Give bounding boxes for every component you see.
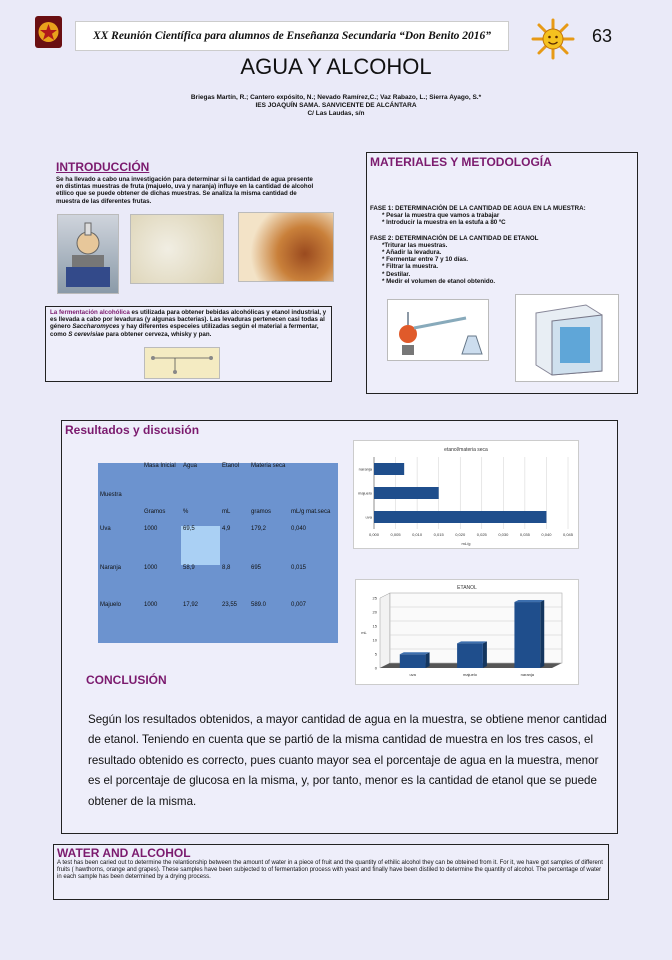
microscope-photo-2 [238, 212, 334, 282]
fermentation-italic-2: S cerevisiae [68, 330, 105, 338]
fermentation-highlight: La fermentación alcohólica [50, 309, 130, 316]
chart2-category-label: naranja [520, 672, 535, 677]
authors-block [0, 94, 672, 118]
results-section [61, 420, 618, 834]
table-unit: mL/g mat.seca [291, 509, 331, 515]
table-cell: 589.0 [251, 602, 267, 608]
chart2-category-label: uva [409, 672, 416, 677]
chart1-tick-label: 0,020 [455, 532, 466, 537]
event-logo [35, 16, 62, 48]
table-cell: Uva [100, 526, 111, 532]
chart1-tick-label: 0,010 [412, 532, 423, 537]
table-header [289, 463, 338, 498]
phase2-step: * Fermentar entre 7 y 10 días. [382, 256, 468, 264]
chart1-category-label: uva [365, 514, 372, 520]
drying-oven-image [515, 294, 619, 382]
table-cell: 1000 [144, 602, 158, 608]
etanol-chart [355, 579, 579, 685]
fermentation-italic-1: Saccharomyces [72, 323, 120, 331]
methods-body [370, 205, 637, 285]
chart1-bar [374, 487, 439, 499]
table-unit [98, 498, 142, 526]
table-cell: 58,9 [183, 565, 195, 571]
chart1-tick-label: 0,005 [390, 532, 401, 537]
intro-text: Se ha llevado a cabo una investigación para determinar si la cantidad de agua presente en distintas muestras de fruta (majuelo, uva y naranja) influye en la cantidad de alcohol etílico que se puede obtener de dichas muestras. Se analiza la misma cantidad de muestra de las diferentes frutas. [56, 176, 314, 205]
chart2-title: ETANOL [457, 585, 477, 591]
fermentation-diagram [144, 347, 220, 379]
chart2-ylabel: mL [361, 630, 367, 635]
fermentation-text-1: es utilizada para obtener bebidas alcohólicas y etanol industrial, y es llevada a cabo por levaduras (y algunas bacterias). Las levaduras pertenecen casi todas al género [50, 309, 327, 331]
page-title: AGUA Y ALCOHOL [240, 54, 432, 79]
chart1-svg [354, 441, 578, 548]
table-row [98, 602, 338, 643]
event-banner: XX Reunión Científica para alumnos de Enseñanza Secundaria “Don Benito 2016” [75, 21, 509, 51]
results-heading: Resultados y discusión [65, 423, 200, 437]
chart1-title: etanol/materia seca [444, 447, 488, 453]
chart1-tick-label: 0,000 [368, 532, 380, 537]
chart2-bar [514, 600, 544, 668]
table-cell: 695 [251, 565, 262, 571]
lab-balance-photo [57, 214, 119, 294]
chart1-tick-label: 0,015 [433, 532, 444, 537]
chart1-tick-label: 0,040 [541, 532, 552, 537]
table-cell: 179,2 [251, 526, 267, 532]
chart2-tick-label: 20 [372, 609, 377, 615]
methods-heading: MATERIALES Y METODOLOGÍA [370, 155, 552, 169]
etanol-materia-seca-chart [353, 440, 579, 549]
phase2-step: * Añadir la levadura. [382, 249, 442, 257]
table-header: Etanol [222, 463, 240, 469]
table-unit: mL [222, 509, 231, 515]
intro-section [56, 160, 318, 205]
table-unit: Gramos [144, 509, 166, 515]
fermentation-text-3: para obtener cerveza, whisky y pan. [104, 330, 212, 338]
phase1-title: FASE 1: DETERMINACIÓN DE LA CANTIDAD DE AGUA EN LA MUESTRA: [370, 205, 586, 212]
microscope-photo-1 [130, 214, 224, 284]
chart1-category-label: naranja [358, 466, 372, 472]
phase2-title: FASE 2: DETERMINACIÓN DE LA CANTIDAD DE ETANOL [370, 234, 539, 242]
table-header: Agua [183, 463, 198, 469]
chart1-tick-label: 0,045 [562, 532, 574, 537]
fermentation-text-2: y hay diferentes especeies utilizadas según el material a fermentar, como [50, 323, 319, 338]
chart1-bar [374, 511, 546, 523]
chart1-bar [374, 463, 404, 475]
conclusion-text: Según los resultados obtenidos, a mayor cantidad de agua en la muestra, se obtiene menor cantidad de etanol. Teniendo en cuenta que se partió de la misma cantidad de muestra en los tres casos, el resultado obtenido es correcto, pues cuanto mayor sea el porcentaje de agua en la muestra, menor es el porcentaje de glucosa en la misma, y, por tanto, menor es la cantidad de etanol que se puede obtener de la misma. [88, 713, 607, 808]
chart1-tick-label: 0,030 [498, 532, 509, 537]
table-cell-highlight: 69,5 [181, 526, 220, 565]
table-row [98, 565, 338, 602]
table-header: Muestra [100, 492, 122, 498]
abstract-text: A test has been caried out to determine the relantionship between the amount of water in a piece of fruit and the quantity of ethilic alcohol they can be obteined from it. For it, we have got samples of different fruits ( hawthorns, orange and grapes). These samples have been subjected to of fermentation process with yeast and finally have been distiled to determine the quantity of alcohol. The percentage of water in each sample has been determined by a drying process. [57, 860, 603, 880]
chart1-category-label: majuelo [357, 490, 372, 496]
table-cell: Naranja [100, 565, 122, 571]
table-header: Masa Inicial [144, 463, 176, 469]
chart2-bar [457, 641, 487, 668]
chart2-category-label: majuelo [462, 672, 478, 677]
fermentation-box [45, 306, 332, 382]
phase2-step: * Filtrar la muestra. [382, 263, 439, 271]
phase2-step: * Medir el volumen de etanol obtenido. [382, 277, 496, 285]
chart2-tick-label: 5 [374, 651, 377, 657]
abstract-heading: WATER AND ALCOHOL [57, 846, 191, 860]
table-cell: 1000 [144, 565, 158, 571]
intro-heading: INTRODUCCIÓN [56, 160, 150, 174]
abstract-section [53, 844, 609, 900]
table-cell: 0,007 [291, 602, 307, 608]
chart1-tick-label: 0,025 [476, 532, 487, 537]
chart1-tick-label: 0,035 [519, 532, 530, 537]
address: C/ Las Laudas, s/n [307, 110, 365, 117]
table-row [98, 526, 338, 565]
table-cell: Majuelo [100, 602, 122, 608]
table-unit: gramos [251, 509, 272, 515]
authors: Briegas Martín, R.; Cantero expósito, N.; Nevado Ramírez,C.; Vaz Rabazo, L.; Sierra Ayago, S.* [190, 94, 482, 101]
table-cell: 8,8 [222, 565, 231, 571]
table-cell: 0,040 [291, 526, 307, 532]
chart2-svg [356, 580, 578, 684]
phase2-step: * Destilar. [382, 270, 411, 278]
conclusion-heading: CONCLUSIÓN [86, 673, 167, 687]
phase2-step: *Triturar las muestras. [382, 241, 448, 249]
chart2-side-wall [380, 593, 390, 668]
methods-section [366, 152, 638, 394]
results-table [98, 463, 338, 643]
table-cell: 17,92 [183, 602, 199, 608]
table-cell: 23,55 [222, 602, 238, 608]
school: IES JOAQUÍN SAMA. SANVICENTE DE ALCÁNTARA [255, 102, 417, 109]
chart1-xlabel: mL/g [461, 541, 471, 546]
table-header: Materia seca [251, 463, 286, 469]
table-unit: % [183, 509, 189, 515]
table-cell: 1000 [144, 526, 158, 532]
chart2-bar [400, 652, 430, 668]
fermentation-text [46, 307, 331, 340]
table-cell: 0,015 [291, 565, 307, 571]
chart2-tick-label: 10 [372, 637, 377, 643]
distillation-apparatus-image [387, 299, 489, 361]
table-cell: 4,9 [222, 526, 231, 532]
chart2-tick-label: 15 [372, 623, 377, 629]
page-number: 63 [592, 26, 613, 46]
phase1-step: * Pesar la muestra que vamos a trabajar [382, 212, 500, 220]
chart2-tick-label: 0 [374, 665, 377, 671]
chart2-tick-label: 25 [372, 595, 377, 601]
phase1-step: * Introducir la muestra en la estufa a 80 ºC [382, 219, 506, 227]
